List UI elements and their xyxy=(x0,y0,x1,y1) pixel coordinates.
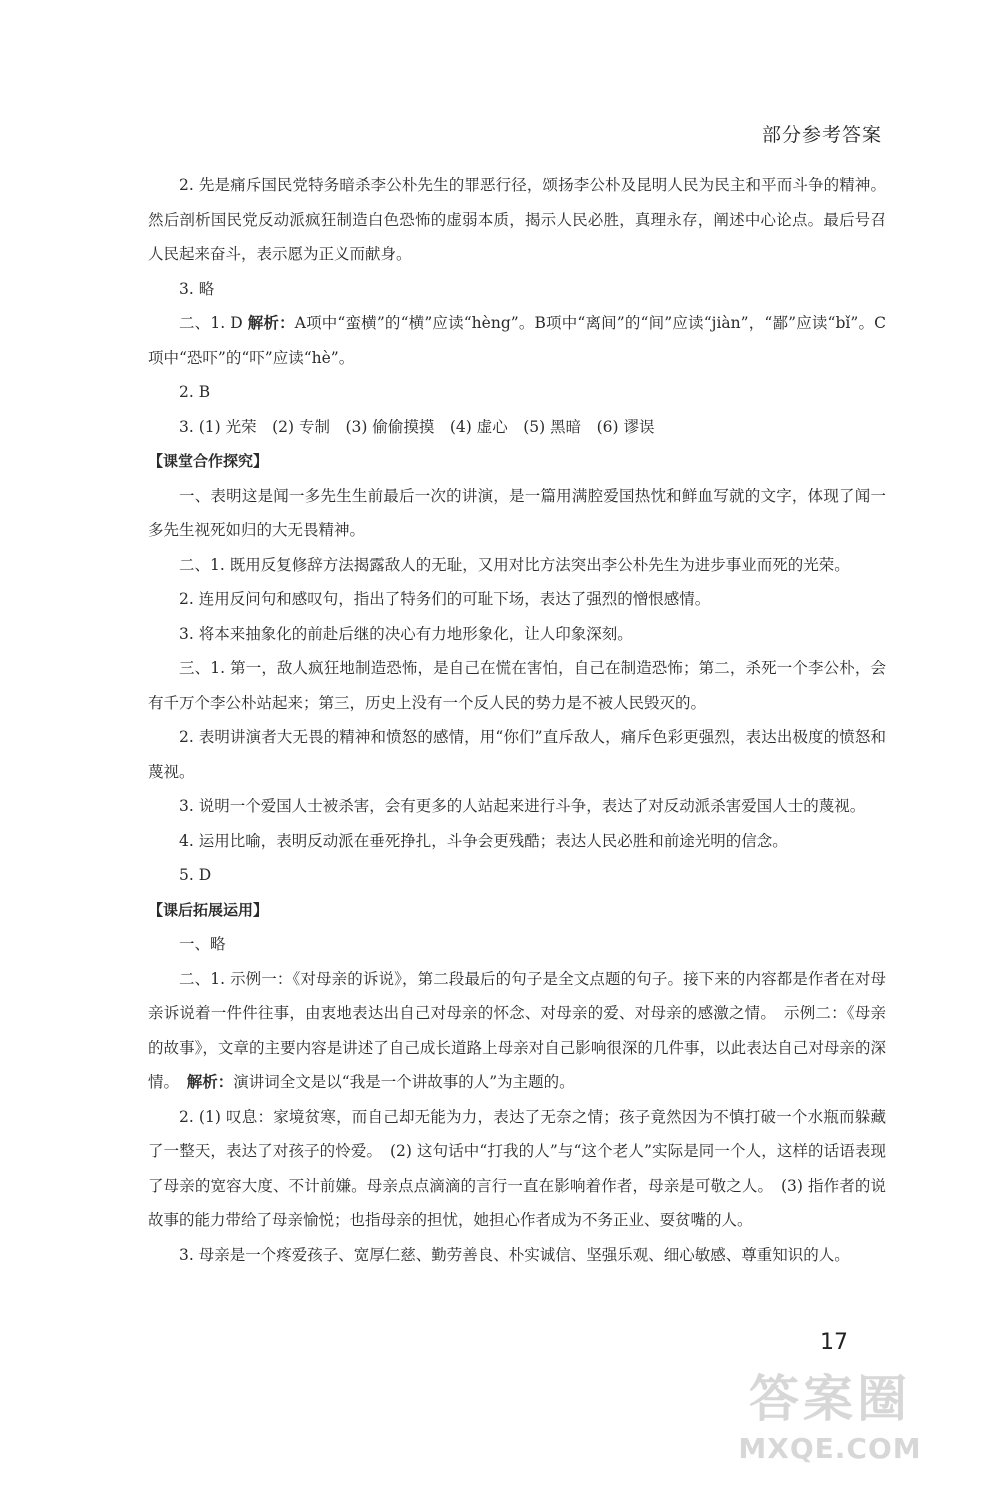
answer-c3-5: 5. D xyxy=(179,866,212,884)
watermark-logo-text: 答案圈 xyxy=(749,1370,911,1428)
section-heading-classroom: 【课堂合作探究】 xyxy=(148,452,269,470)
answer-c3-2: 2. 表明讲演者大无畏的精神和愤怒的感情，用“你们”直斥敌人，痛斥色彩更强烈，表达出极度的愤怒和蔑视。 xyxy=(148,728,886,781)
answer-e2-3: 3. 母亲是一个疼爱孩子、宽厚仁慈、勤劳善良、朴实诚信、坚强乐观、细心敏感、尊重知识的人。 xyxy=(179,1245,850,1264)
answer-prev-2: 2. 先是痛斥国民党特务暗杀李公朴先生的罪恶行径，颂扬李公朴及昆明人民为民主和平而斗争的精神。然后剖析国民党反动派疯狂制造白色恐怖的虚弱本质，揭示人民必胜，真理永存，阐述中心论点。最后号召人民起来奋斗，表示愿为正义而献身。 xyxy=(148,176,886,263)
answer-c2-2: 2. 连用反问句和感叹句，指出了特务们的可耻下场，表达了强烈的憎恨感情。 xyxy=(179,590,711,608)
answer-c3-4: 4. 运用比喻，表明反动派在垂死挣扎，斗争会更残酷；表达人民必胜和前途光明的信念。 xyxy=(179,831,788,850)
answer-e2-2: 2. (1) 叹息：家境贫寒，而自己却无能为力，表达了无奈之情；孩子竟然因为不慎打破一个水瓶而躲藏了一整天，表达了对孩子的怜爱。 (2) 这句话中“打我的人”与“这个老人”实际是同一个人，这样的话语表现了母亲的宽容大度、不计前嫌。母亲点点滴滴的言行一直在影响着作者，母亲是可敬之人。 (3) 指作者的说故事的能力带给了母亲愉悦；也指母亲的担忧，她担心作者成为不务正业、耍贫嘴的人。 xyxy=(148,1107,886,1229)
answer-e2-1-analysis: 演讲词全文是以“我是一个讲故事的人”为主题的。 xyxy=(233,1073,575,1091)
answer-er-1-text: A项中“蛮横”的“横”应读“hèng”。B项中“离间”的“间”应读“jiàn”，“鄙”应读“bǐ”。C项中“恐吓”的“吓”应读“hè”。 xyxy=(148,314,886,367)
answer-c2-3: 3. 将本来抽象化的前赴后继的决心有力地形象化，让人印象深刻。 xyxy=(179,624,633,643)
watermark-url: MXQE.COM xyxy=(738,1432,922,1465)
answer-er-1 xyxy=(148,306,886,375)
answer-er-1-prefix: 二、1. D xyxy=(179,314,248,332)
answer-content xyxy=(148,168,886,1272)
answer-c2-1: 二、1. 既用反复修辞方法揭露敌人的无耻，又用对比方法突出李公朴先生为进步事业而死的光荣。 xyxy=(179,555,850,574)
answer-e2-1-text: 二、1. 示例一：《对母亲的诉说》，第二段最后的句子是全文点题的句子。接下来的内容都是作者在对母亲诉说着一件件往事，由衷地表达出自己对母亲的怀念、对母亲的爱、对母亲的感激之情。 示例二：《母亲的故事》，文章的主要内容是讲述了自己成长道路上母亲对自己影响很深的几件事，以此表达自己对母亲的深情。 xyxy=(148,969,886,1091)
section-heading-extension: 【课后拓展运用】 xyxy=(148,900,269,919)
answer-c3-1: 三、1. 第一，敌人疯狂地制造恐怖，是自己在慌在害怕，自己在制造恐怖；第二，杀死一个李公朴，会有千万个李公朴站起来；第三，历史上没有一个反人民的势力是不被人民毁灭的。 xyxy=(148,659,886,712)
answer-er-3: 3. (1) 光荣 (2) 专制 (3) 偷偷摸摸 (4) 虚心 (5) 黑暗 (6) 谬误 xyxy=(179,417,655,436)
answer-c3-3: 3. 说明一个爱国人士被杀害，会有更多的人站起来进行斗争，表达了对反动派杀害爱国人士的蔑视。 xyxy=(179,797,866,815)
analysis-label: 解析： xyxy=(247,314,295,332)
page-header: 部分参考答案 xyxy=(761,124,882,146)
answer-er-2: 2. B xyxy=(179,383,211,401)
answer-e2-1 xyxy=(148,962,886,1100)
analysis-label: 解析： xyxy=(186,1073,234,1091)
watermark-logo xyxy=(680,1366,980,1476)
answer-c1: 一、表明这是闻一多先生生前最后一次的讲演，是一篇用满腔爱国热忱和鲜血写就的文字，体现了闻一多先生视死如归的大无畏精神。 xyxy=(148,486,886,539)
answer-e1: 一、略 xyxy=(179,935,226,953)
answer-prev-3: 3. 略 xyxy=(179,279,215,298)
page-number: 17 xyxy=(820,1330,848,1355)
